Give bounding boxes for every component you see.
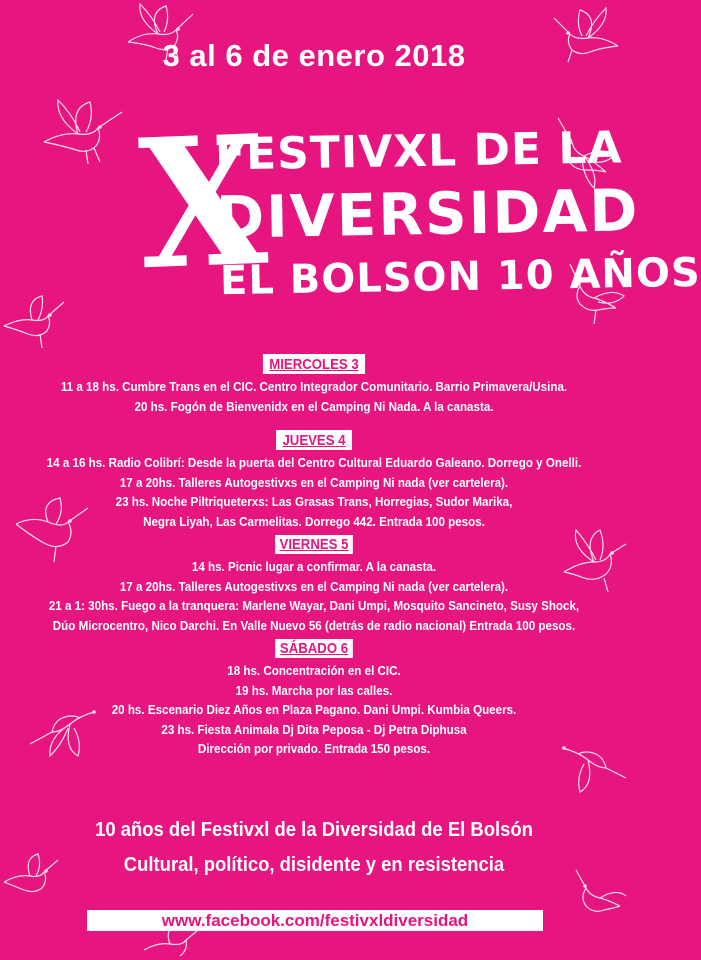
logo-line-2: DIVERSIDAD — [215, 176, 640, 252]
tagline-anniversary: 10 años del Festivxl de la Diversidad de El Bolsón — [95, 818, 533, 841]
day-title: MIERCOLES 3 — [263, 354, 365, 374]
tagline-description: Cultural, político, disidente y en resistencia — [123, 853, 505, 876]
schedule — [38, 352, 591, 761]
schedule-line: Dúo Microcentro, Nico Darchi. En Valle Nuevo 56 (detrás de radio nacional) Entrada 100 pesos. — [52, 617, 576, 633]
facebook-link[interactable]: www.facebook.com/festivxldiversidad — [87, 910, 543, 931]
day-block — [38, 637, 591, 759]
day-title: SÁBADO 6 — [275, 639, 352, 658]
logo-roman-numeral: X — [136, 95, 270, 310]
logo-line-3: EL BOLSON 10 AÑOS — [219, 249, 701, 305]
schedule-line: 23 hs. Fiesta Animala Dj Dita Peposa - Dj Petra Diphusa — [161, 721, 467, 737]
hummingbird-icon — [0, 292, 66, 352]
hummingbird-icon — [140, 926, 200, 960]
festival-logo — [120, 95, 701, 318]
schedule-line: 20 hs. Escenario Diez Años en Plaza Pagano. Dani Umpi. Kumbia Queers. — [111, 702, 517, 717]
day-title: VIERNES 5 — [275, 535, 353, 554]
day-block — [38, 352, 591, 416]
schedule-line: 19 hs. Marcha por las calles. — [235, 682, 393, 698]
schedule-line: 14 a 16 hs. Radio Colibrí: Desde la puerta del Centro Cultural Eduardo Galeano. Dorrego y Onelli. — [46, 455, 582, 470]
day-block — [38, 428, 591, 531]
schedule-line: 23 hs. Noche Piltriqueterxs: Las Grasas Trans, Horregias, Sudor Marika, — [115, 494, 513, 509]
day-title: JUEVES 4 — [276, 430, 351, 450]
schedule-line: 18 hs. Concentración en el CIC. — [227, 663, 401, 678]
schedule-line: Dirección por privado. Entrada 150 pesos. — [197, 741, 431, 756]
hummingbird-icon — [36, 96, 126, 166]
schedule-line: 21 a 1: 30hs. Fuego a la tranquera: Marlene Wayar, Dani Umpi, Mosquito Sancineto, Susy Shock, — [48, 598, 580, 613]
schedule-line: 17 a 20hs. Talleres Autogestivxs en el Camping Ni nada (ver cartelera). — [119, 578, 509, 594]
schedule-line: Negra Liyah, Las Carmelitas. Dorrego 442. Entrada 100 pesos. — [143, 513, 485, 529]
schedule-line: 17 a 20hs. Talleres Autogestivxs en el Camping Ni nada (ver cartelera). — [119, 474, 509, 490]
schedule-line: 11 a 18 hs. Cumbre Trans en el CIC. Centro Integrador Comunitario. Barrio Primavera/Usina. — [60, 379, 568, 394]
schedule-line: 14 hs. Picnic lugar a confirmar. A la canasta. — [191, 559, 437, 574]
event-date: 3 al 6 de enero 2018 — [162, 38, 466, 73]
logo-line-1: FESTIVXL DE LA — [214, 122, 623, 181]
day-block — [38, 533, 591, 635]
schedule-line: 20 hs. Fogón de Bienvenidx en el Camping Ni Nada. A la canasta. — [134, 398, 494, 414]
